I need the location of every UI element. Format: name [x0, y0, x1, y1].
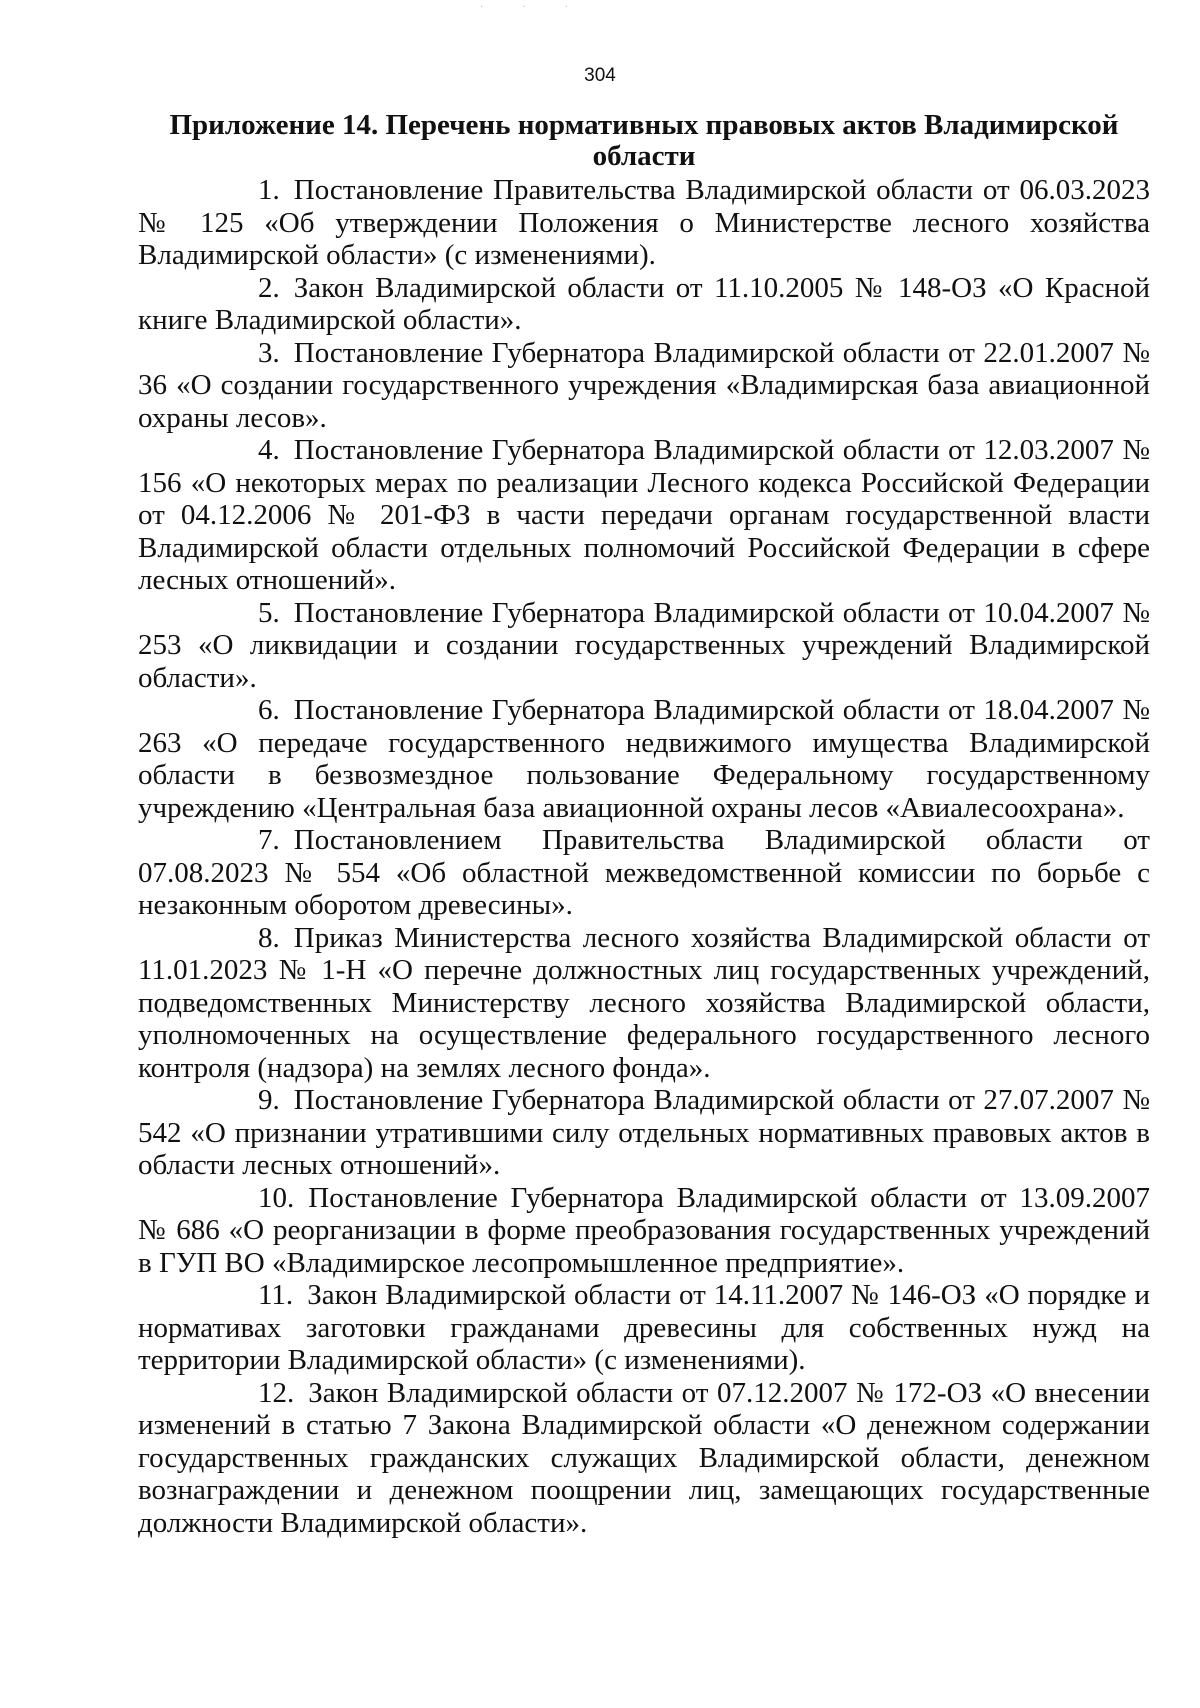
list-item	[138, 1182, 1150, 1280]
item-number: 2.	[258, 271, 280, 304]
item-number: 1.	[258, 174, 280, 206]
item-text: Постановление Правительства Владимирской области от 06.03.2023 № 125 «Об утверждении Положения о Министерстве лесного хозяйства Владимирской области» (с изменениями).	[138, 174, 1150, 271]
list-item	[138, 1377, 1150, 1540]
page-number: 304	[584, 65, 616, 86]
item-number: 7.	[258, 824, 280, 856]
item-text: Постановление Губернатора Владимирской области от 10.04.2007 № 253 «О ликвидации и создании государственных учреждений Владимирской области».	[138, 596, 1150, 694]
list-item	[138, 434, 1150, 597]
item-text: Закон Владимирской области от 11.10.2005 № 148-ОЗ «О Красной книге Владимирской области».	[138, 271, 1150, 336]
item-number: 12.	[258, 1376, 295, 1409]
item-text: Постановление Губернатора Владимирской области от 18.04.2007 № 263 «О передаче государственного недвижимого имущества Владимирской области в безвозмездное пользование Федеральному государственному учреждению «Центральная база авиационной охраны лесов «Авиалесоохрана».	[138, 694, 1150, 824]
item-text: Постановление Губернатора Владимирской области от 22.01.2007 № 36 «О создании государственного учреждения «Владимирская база авиационной охраны лесов».	[138, 336, 1150, 434]
item-number: 6.	[258, 694, 280, 726]
item-number: 5.	[258, 596, 280, 629]
item-number: 10.	[258, 1181, 295, 1214]
item-text: Постановлением Правительства Владимирской области от 07.08.2023 № 554 «Об областной межведомственной комиссии по борьбе с незаконным оборотом древесины».	[138, 824, 1150, 921]
list-item	[138, 1084, 1150, 1182]
item-text: Постановление Губернатора Владимирской области от 27.07.2007 № 542 «О признании утратившими силу отдельных нормативных правовых актов в области лесных отношений».	[138, 1084, 1150, 1181]
item-number: 4.	[258, 434, 280, 466]
list-item	[138, 272, 1150, 337]
appendix-title: Приложение 14. Перечень нормативных правовых актов Владимирской области	[169, 109, 1119, 172]
item-number: 8.	[258, 921, 280, 954]
item-text: Постановление Губернатора Владимирской области от 13.09.2007 № 686 «О реорганизации в форме преобразования государственных учреждений в ГУП ВО «Владимирское лесопромышленное предприятие».	[138, 1181, 1150, 1279]
list-item	[138, 922, 1150, 1085]
list-item	[138, 174, 1150, 272]
item-text: Закон Владимирской области от 07.12.2007 № 172-ОЗ «О внесении изменений в статью 7 Закона Владимирской области «О денежном содержании государственных гражданских служащих Владимирской области, денежном вознаграждении и денежном поощрении лиц, замещающих государственные должности Владимирской области».	[138, 1376, 1150, 1539]
list-item	[138, 337, 1150, 435]
item-number: 9.	[258, 1084, 280, 1116]
item-text: Приказ Министерства лесного хозяйства Владимирской области от 11.01.2023 № 1-Н «О перечне должностных лиц государственных учреждений, подведомственных Министерству лесного хозяйства Владимирской области, уполномоченных на осуществление федерального государственного лесного контроля (надзора) на землях лесного фонда».	[138, 921, 1150, 1084]
item-text: Постановление Губернатора Владимирской области от 12.03.2007 № 156 «О некоторых мерах по реализации Лесного кодекса Российской Федерации от 04.12.2006 № 201-ФЗ в части передачи органам государственной власти Владимирской области отдельных полномочий Российской Федерации в сфере лесных отношений».	[138, 434, 1150, 596]
item-number: 11.	[258, 1279, 294, 1311]
list-item	[138, 597, 1150, 695]
acts-list	[138, 174, 1150, 1539]
list-item	[138, 1279, 1150, 1377]
document-body	[138, 110, 1150, 1539]
list-item	[138, 694, 1150, 824]
item-text: Закон Владимирской области от 14.11.2007 № 146-ОЗ «О порядке и нормативах заготовки гражданами древесины для собственных нужд на территории Владимирской области» (с изменениями).	[138, 1279, 1150, 1376]
scan-artifact: · · ·	[480, 2, 586, 13]
item-number: 3.	[258, 336, 280, 369]
list-item	[138, 824, 1150, 922]
